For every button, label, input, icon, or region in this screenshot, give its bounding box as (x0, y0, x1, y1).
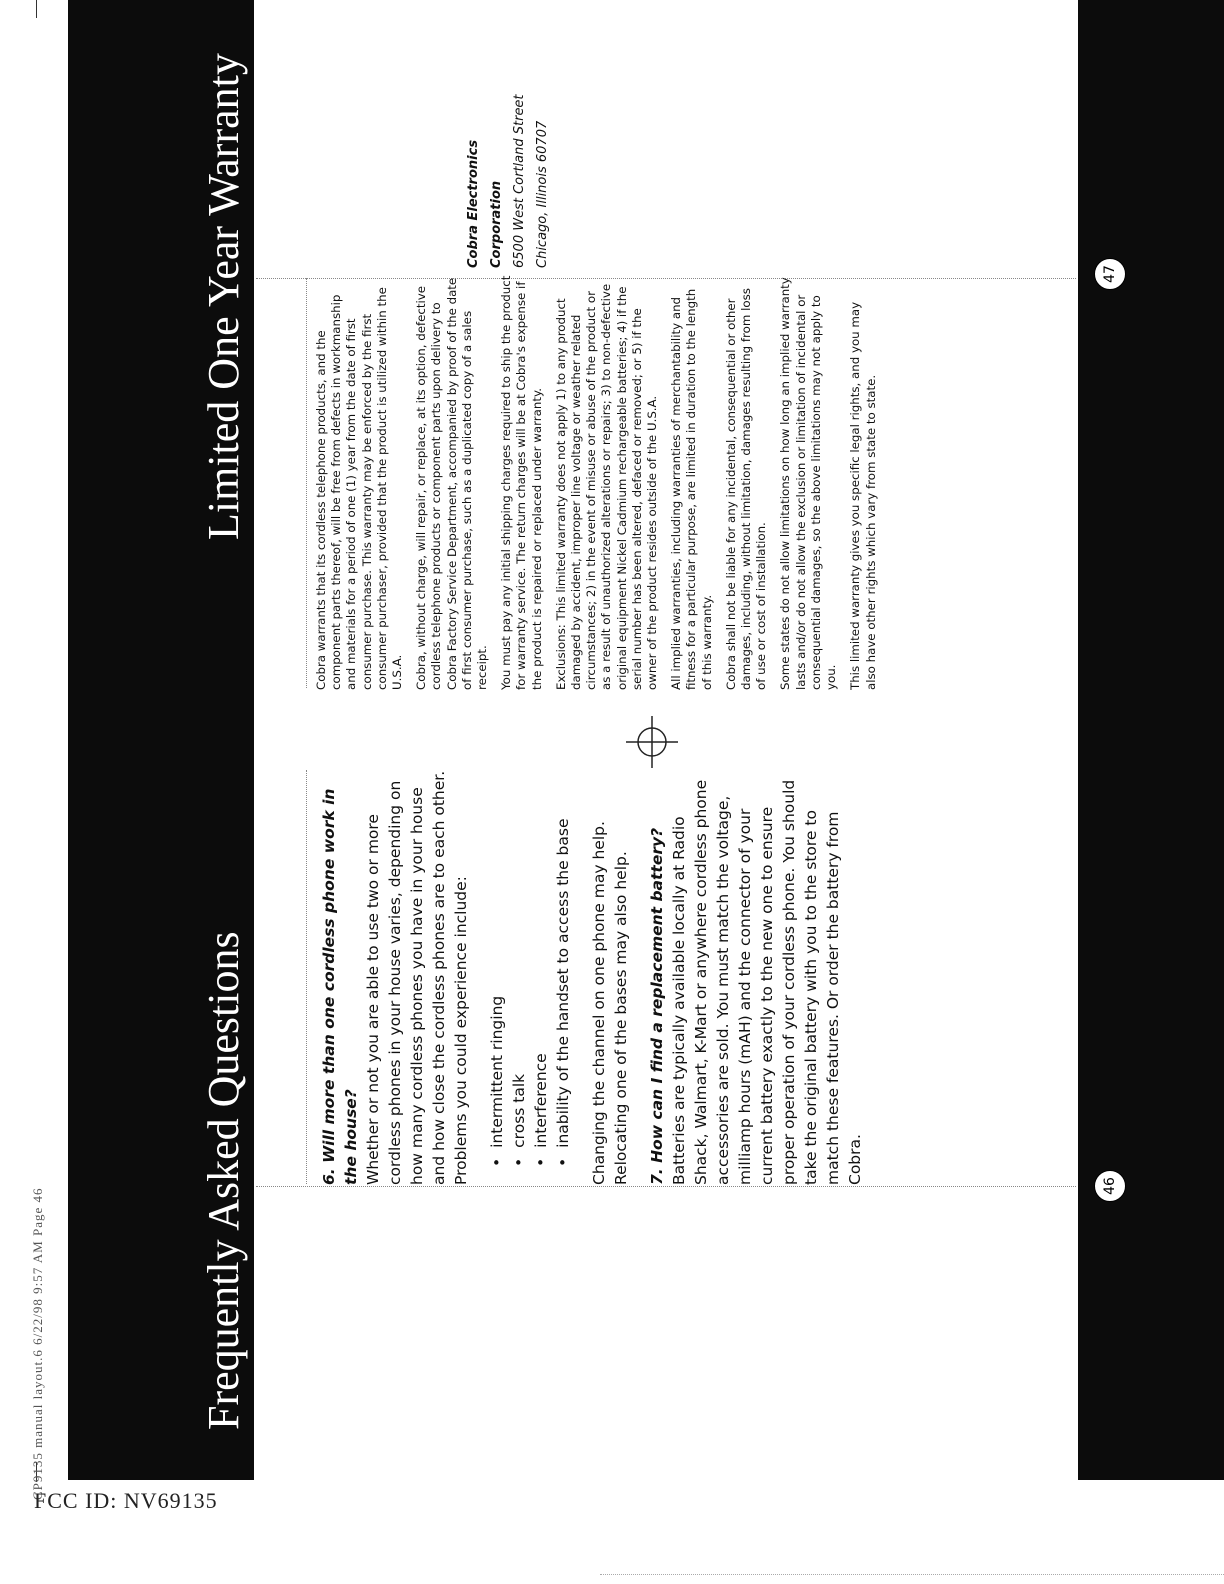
print-slug: CP9135 manual layout.6 6/22/98 9:57 AM Page 46 (30, 1187, 45, 1500)
faq-column (318, 765, 864, 1185)
list-item: • cross talk (508, 765, 530, 1167)
guide-line (306, 278, 307, 688)
registration-mark-icon (622, 712, 682, 772)
faq-question-7: 7. How can I find a replacement battery? (648, 827, 666, 1185)
guide-line (256, 1186, 1076, 1187)
page-number-right (1094, 258, 1126, 290)
company-name-2: Corporation (489, 180, 504, 268)
faq-fix-6: Changing the channel on one phone may help. Relocating one of the bases may also help. (590, 821, 630, 1185)
warranty-paragraph: Exclusions: This limited warranty does not apply 1) to any product damaged by accident, improper line voltage or weather related circumstances; 2) in the event of misuse or abuse of the product or as a result of unauthorized alterations or repairs; 3) to non-defective original equipment Nickel Cadmium rechargeable batteries; 4) if the serial number has been altered, defaced or removed; or 5) if the owner of the product resides outside of the U.S.A. (553, 283, 660, 690)
list-item: • intermittent ringing (486, 765, 508, 1167)
city-address: Chicago, Illinois 60707 (535, 120, 550, 268)
scan-edge-line (600, 1574, 1224, 1575)
list-item: • inability of the handset to access the base (552, 765, 574, 1167)
crop-mark-top (36, 0, 37, 18)
warranty-paragraph: You must pay any initial shipping charges required to ship the product for warranty service. The return charges will be at Cobra's expense if the product is repaired or replaced under warranty. (499, 275, 544, 690)
faq-answer-7: Batteries are typically available locally at Radio Shack, Walmart, K-Mart or anywhere cordless phone accessories are sold. You must match the voltage, milliamp hours (mAH) and the connector of your current battery exactly to the new one to ensure proper operation of your cordless phone. You should take the original battery with you to the store to match these features. Or order the battery from Cobra. (670, 779, 864, 1185)
problem-list (486, 765, 574, 1185)
street-address: 6500 West Cortland Street (512, 94, 527, 268)
warranty-title: Limited One Year Warranty (199, 53, 248, 540)
footer-bar-right (1078, 0, 1224, 1480)
warranty-paragraph: Cobra, without charge, will repair, or replace, at its option, defective cordless telephone products or component parts upon delivery to Cobra Factory Service Department, accompanied by proof of the date of first consumer purchase, such as a duplicated copy of a sales receipt. (414, 277, 490, 690)
warranty-paragraph: Cobra warrants that its cordless telephone products, and the component parts thereof, will be free from defects in workmanship and materials for a period of one (1) year from the date of first consumer purchase. This warranty may be enforced by the first consumer purchaser, provided that the product is utilized within the U.S.A. (314, 287, 405, 690)
company-name: Cobra Electronics (466, 139, 481, 268)
fcc-id-label: FCC ID: NV69135 (34, 1488, 218, 1513)
warranty-paragraph: All implied warranties, including warranties of merchantability and fitness for a particular purpose, are limited in duration to the length of this warranty. (669, 288, 714, 690)
guide-line (306, 770, 307, 1184)
warranty-paragraph: Some states do not allow limitations on how long an implied warranty lasts and/or do not allow the exclusion or limitation of incidental or consequential damages, so the above limitations may not apply to you. (778, 277, 839, 690)
faq-title: Frequently Asked Questions (199, 931, 248, 1430)
faq-answer-6: Whether or not you are able to use two or more cordless phones in your house varies, depending on how many cordless phones you have in your house and how close the cordless phones are to each other. Problems you could experience include: (364, 770, 470, 1185)
warranty-column (314, 275, 1054, 690)
page-number-text: 47 (1101, 265, 1118, 283)
page-number-text: 46 (1101, 1177, 1118, 1195)
list-item: • interference (530, 765, 552, 1167)
warranty-paragraph: This limited warranty gives you specific legal rights, and you may also have other rights which vary from state to state. (848, 301, 878, 690)
faq-question-6: 6. Will more than one cordless phone work in the house? (320, 788, 360, 1185)
warranty-paragraph: Cobra shall not be liable for any incidental, consequential or other damages, including, without limitation, damages resulting from loss of use or cost of installation. (723, 288, 769, 690)
company-address (462, 38, 572, 268)
page-number-left (1094, 1170, 1126, 1202)
